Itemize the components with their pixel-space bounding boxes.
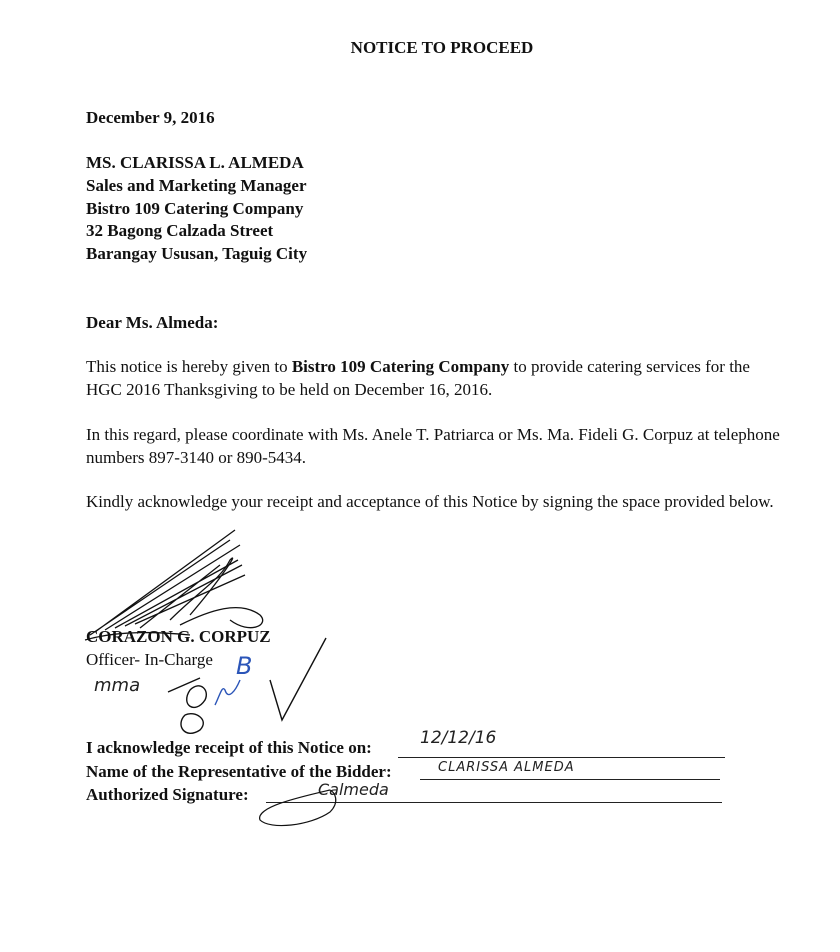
letter-date: December 9, 2016 bbox=[86, 108, 215, 127]
receipt-date-line bbox=[398, 757, 725, 758]
recipient-city: Barangay Ususan, Taguig City bbox=[86, 244, 308, 263]
body-paragraph-1 bbox=[86, 355, 786, 401]
receipt-label: I acknowledge receipt of this Notice on: bbox=[86, 738, 372, 757]
representative-label: Name of the Representative of the Bidder: bbox=[86, 762, 392, 781]
body-paragraph-2: In this regard, please coordinate with Ms. Anele T. Patriarca or Ms. Ma. Fideli G. Corpuz at telephone numbers 897-3140 or 890-5434. bbox=[86, 425, 780, 467]
p1-text-end: to provide catering services for the HGC 2016 Thanksgiving to be held on December 16, 2016. bbox=[86, 357, 750, 399]
representative-value: CLARISSA ALMEDA bbox=[438, 760, 575, 775]
body-paragraph-3: Kindly acknowledge your receipt and acceptance of this Notice by signing the space provided below. bbox=[86, 492, 774, 511]
p1-text-start: This notice is hereby given to bbox=[86, 357, 292, 376]
signatory-name: CORAZON G. CORPUZ bbox=[86, 627, 271, 646]
signature-label: Authorized Signature: bbox=[86, 785, 249, 804]
recipient-street: 32 Bagong Calzada Street bbox=[86, 221, 274, 240]
p1-company-name: Bistro 109 Catering Company bbox=[291, 357, 510, 376]
authorized-signature-flourish bbox=[250, 782, 420, 832]
salutation: Dear Ms. Almeda: bbox=[86, 313, 219, 332]
document-title: NOTICE TO PROCEED bbox=[350, 38, 534, 57]
authorized-signature-value: Calmeda bbox=[318, 780, 389, 799]
receipt-date-value: 12/12/16 bbox=[420, 728, 497, 748]
recipient-name: MS. CLARISSA L. ALMEDA bbox=[86, 153, 304, 172]
initial-scribbles bbox=[150, 630, 340, 750]
representative-line bbox=[420, 779, 720, 780]
handwritten-initials: mma bbox=[94, 675, 141, 696]
recipient-company: Bistro 109 Catering Company bbox=[86, 199, 304, 218]
signatory-title: Officer- In-Charge bbox=[86, 650, 213, 669]
recipient-position: Sales and Marketing Manager bbox=[86, 176, 307, 195]
blue-initial-mark: B bbox=[236, 652, 253, 680]
